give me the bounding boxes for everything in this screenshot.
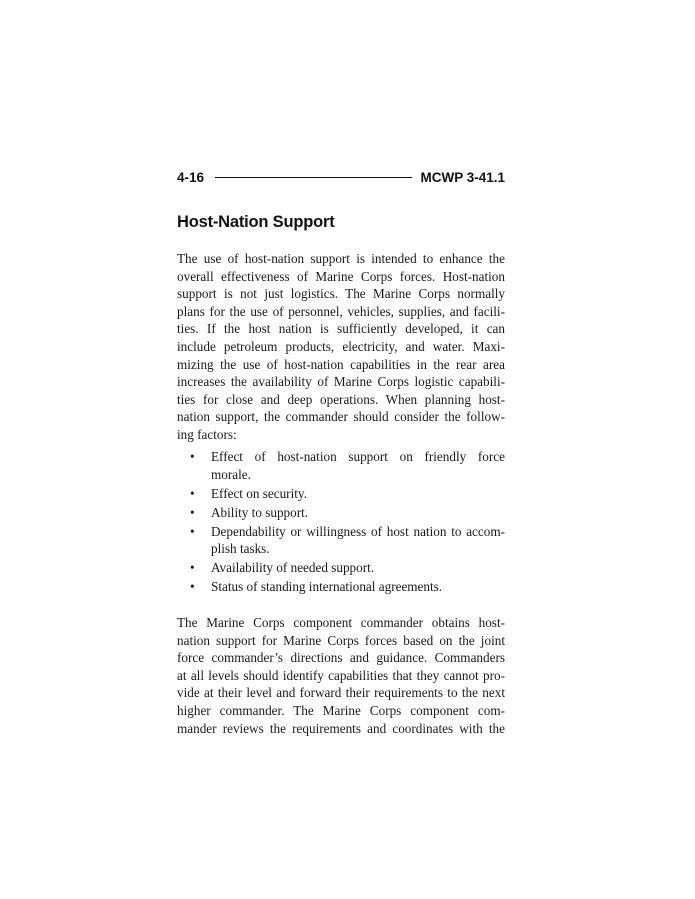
paragraph-line: increases the availability of Marine Corps logistic capabili- (177, 374, 505, 390)
bullet-icon: • (190, 504, 195, 520)
paragraph-line: plans for the use of personnel, vehicles, supplies, and facili- (177, 303, 505, 319)
paragraph-line: vide at their level and forward their requirements to the next (177, 685, 505, 701)
list-item (177, 559, 505, 577)
paragraph-line: ing factors: (177, 426, 237, 442)
paragraph-host-nation-support (177, 250, 505, 444)
bullet-icon: • (190, 449, 195, 464)
list-item-line: Dependability or willingness of host nation to accom- (211, 523, 505, 539)
bullet-icon: • (190, 579, 195, 595)
bullet-icon: • (190, 560, 195, 576)
paragraph-line: ties for close and deep operations. When planning host- (177, 391, 505, 407)
list-item-line: morale. (211, 466, 251, 482)
paragraph-line: overall effectiveness of Marine Corps forces. Host-nation (177, 268, 505, 284)
paragraph-line: nation support for Marine Corps forces based on the joint (177, 632, 505, 648)
running-header (177, 167, 505, 187)
section-title: Host-Nation Support (177, 213, 335, 231)
list-item-line: Availability of needed support. (211, 560, 375, 576)
bullet-icon: • (190, 485, 195, 501)
paragraph-line: include petroleum products, electricity, and water. Maxi- (177, 338, 505, 354)
paragraph-line: force commander’s directions and guidance. Commanders (177, 650, 505, 666)
paragraph-line: nation support, the commander should consider the follow- (177, 409, 505, 425)
header-rule (215, 177, 412, 178)
document-id: MCWP 3-41.1 (420, 169, 505, 185)
paragraph-line: mizing the use of host-nation capabilities in the rear area (177, 356, 505, 372)
paragraph-line: support is not just logistics. The Marine Corps normally (177, 286, 505, 302)
paragraph-line: ties. If the host nation is sufficiently developed, it can (177, 321, 505, 337)
list-item-line: Effect on security. (211, 485, 307, 501)
list-item (177, 504, 505, 522)
paragraph-line: The Marine Corps component commander obtains host- (177, 615, 505, 630)
bullet-icon: • (190, 523, 195, 539)
factors-list (177, 448, 505, 597)
paragraph-line: The use of host-nation support is intended to enhance the (177, 251, 505, 266)
list-item-line: plish tasks. (211, 541, 270, 557)
list-item (177, 523, 505, 558)
list-item-line: Effect of host-nation support on friendly force (211, 449, 505, 464)
paragraph-line: at all levels should identify capabilities that they cannot pro- (177, 667, 505, 683)
list-item-line: Ability to support. (211, 504, 309, 520)
list-item (177, 578, 505, 596)
page-number: 4-16 (177, 169, 205, 185)
paragraph-line: mander reviews the requirements and coordinates with the (177, 720, 505, 736)
list-item (177, 448, 505, 483)
paragraph-component-commander (177, 614, 505, 737)
list-item-line: Status of standing international agreements. (211, 579, 443, 595)
list-item (177, 485, 505, 503)
paragraph-line: higher commander. The Marine Corps component com- (177, 702, 505, 718)
